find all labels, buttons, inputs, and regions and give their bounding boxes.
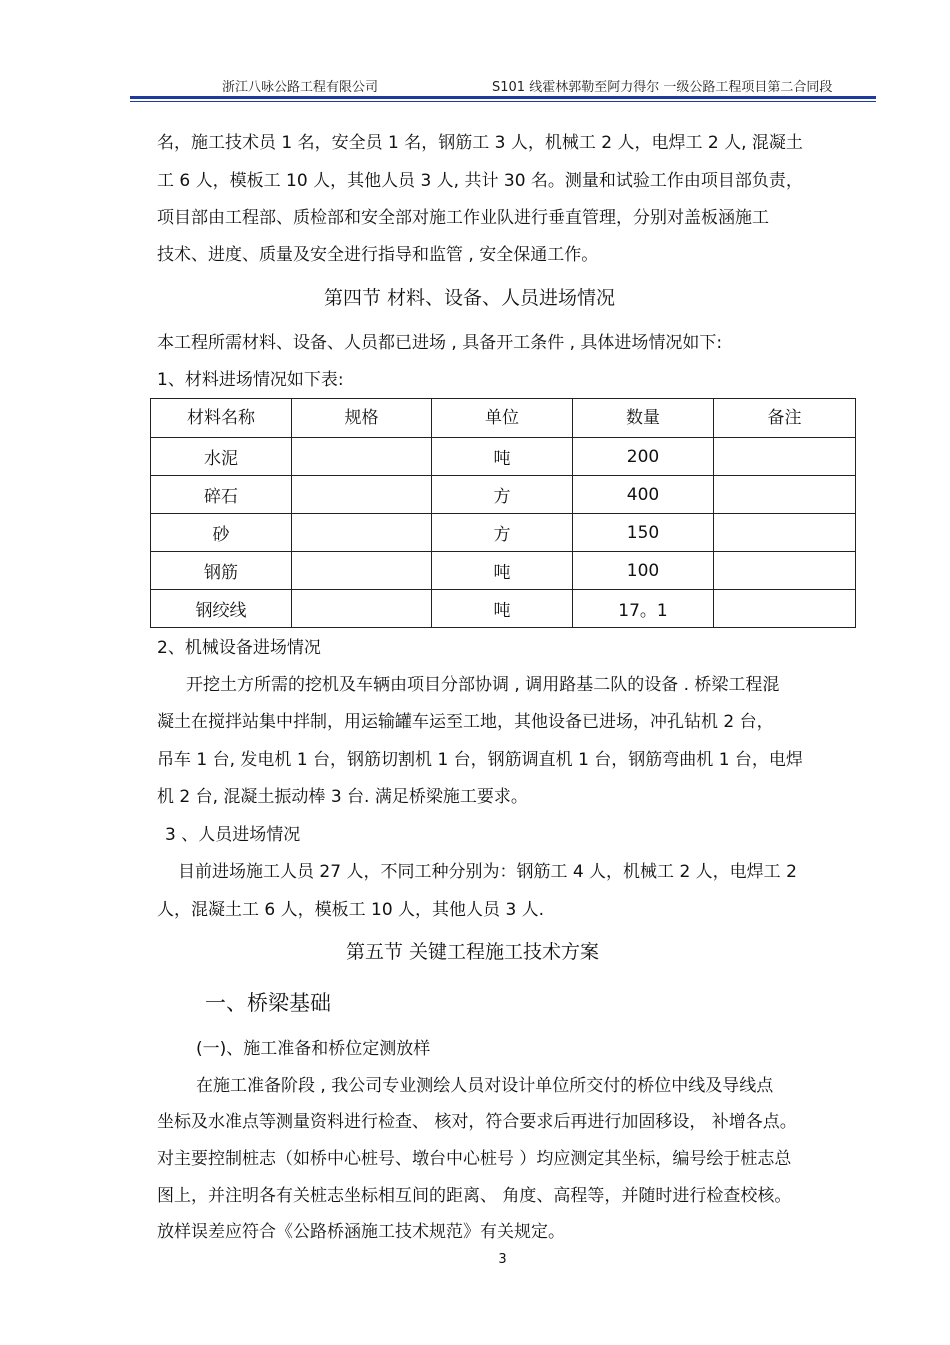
table-cell <box>292 590 432 628</box>
table-cell <box>292 438 432 476</box>
intro-line: 项目部由工程部、质检部和安全部对施工作业队进行垂直管理，分别对盖板涵施工 <box>157 208 769 228</box>
sub-title: (一)、施工准备和桥位定测放样 <box>196 1039 431 1059</box>
body-line: 图上，并注明各有关桩志坐标相互间的距离、 角度、高程等，并随时进行检查校核。 <box>157 1186 792 1206</box>
table-cell <box>714 438 856 476</box>
materials-table <box>150 398 856 628</box>
intro-line: 名，施工技术员 1 名，安全员 1 名，钢筋工 3 人，机械工 2 人，电焊工 2 人, 混凝土 <box>157 133 803 153</box>
table-cell <box>292 514 432 552</box>
table-header-row <box>151 399 856 438</box>
table-cell: 水泥 <box>151 438 292 476</box>
table-cell: 吨 <box>432 438 573 476</box>
section4-intro: 本工程所需材料、设备、人员都已进场 , 具备开工条件 , 具体进场情况如下: <box>157 333 723 353</box>
table-row <box>151 438 856 476</box>
table-header-cell: 材料名称 <box>151 399 292 438</box>
body-line: 放样误差应符合《公路桥涵施工技术规范》有关规定。 <box>157 1222 565 1242</box>
table-cell: 钢筋 <box>151 552 292 590</box>
equipment-line: 凝土在搅拌站集中拌制，用运输罐车运至工地，其他设备已进场，冲孔钻机 2 台， <box>157 712 774 732</box>
table-row <box>151 590 856 628</box>
body-line: 在施工准备阶段 , 我公司专业测绘人员对设计单位所交付的桥位中线及导线点 <box>196 1076 774 1096</box>
materials-heading: 1、材料进场情况如下表: <box>157 370 344 390</box>
table-cell: 方 <box>432 514 573 552</box>
intro-line: 工 6 人，模板工 10 人，其他人员 3 人, 共计 30 名。测量和试验工作由项目部负责， <box>157 171 803 191</box>
section5-title: 第五节 关键工程施工技术方案 <box>346 941 600 963</box>
equipment-heading: 2、机械设备进场情况 <box>157 638 321 658</box>
table-header-cell: 规格 <box>292 399 432 438</box>
table-cell: 200 <box>573 438 714 476</box>
table-header-cell: 单位 <box>432 399 573 438</box>
personnel-line: 人，混凝土工 6 人，模板工 10 人，其他人员 3 人. <box>157 900 545 920</box>
header-rule-thick <box>130 96 876 99</box>
table-header-cell: 备注 <box>714 399 856 438</box>
equipment-line: 吊车 1 台, 发电机 1 台，钢筋切割机 1 台，钢筋调直机 1 台，钢筋弯曲机 1 台，电焊 <box>157 750 803 770</box>
table-cell: 17。1 <box>573 590 714 628</box>
table-cell: 100 <box>573 552 714 590</box>
header-rule-thin <box>130 101 876 102</box>
page-number: 3 <box>498 1252 507 1267</box>
table-cell: 钢绞线 <box>151 590 292 628</box>
intro-line: 技术、进度、质量及安全进行指导和监管 , 安全保通工作。 <box>157 245 599 265</box>
table-cell: 150 <box>573 514 714 552</box>
table-cell <box>292 476 432 514</box>
table-cell <box>714 552 856 590</box>
body-line: 对主要控制桩志（如桥中心桩号、墩台中心桩号 ）均应测定其坐标，编号绘于桩志总 <box>157 1149 792 1169</box>
table-cell <box>714 514 856 552</box>
table-row <box>151 514 856 552</box>
table-cell: 方 <box>432 476 573 514</box>
header-company: 浙江八咏公路工程有限公司 <box>222 80 379 95</box>
part-title: 一、桥梁基础 <box>205 991 331 1015</box>
personnel-line: 目前进场施工人员 27 人，不同工种分别为：钢筋工 4 人，机械工 2 人，电焊工 2 <box>178 862 797 882</box>
header-project: S101 线霍林郭勒至阿力得尔 一级公路工程项目第二合同段 <box>492 80 833 95</box>
table-cell: 400 <box>573 476 714 514</box>
body-line: 坐标及水准点等测量资料进行检查、 核对，符合要求后再进行加固移设， 补增各点。 <box>157 1112 797 1132</box>
table-cell: 吨 <box>432 590 573 628</box>
equipment-line: 开挖土方所需的挖机及车辆由项目分部协调 , 调用路基二队的设备 . 桥梁工程混 <box>186 675 780 695</box>
table-cell: 吨 <box>432 552 573 590</box>
table-header-cell: 数量 <box>573 399 714 438</box>
table-cell <box>714 476 856 514</box>
table-row <box>151 552 856 590</box>
table-cell: 砂 <box>151 514 292 552</box>
table-cell <box>292 552 432 590</box>
personnel-heading: 3 、人员进场情况 <box>165 825 301 845</box>
table-cell <box>714 590 856 628</box>
equipment-line: 机 2 台, 混凝土振动棒 3 台. 满足桥梁施工要求。 <box>157 787 528 807</box>
table-row <box>151 476 856 514</box>
section4-title: 第四节 材料、设备、人员进场情况 <box>324 287 616 309</box>
table-cell: 碎石 <box>151 476 292 514</box>
